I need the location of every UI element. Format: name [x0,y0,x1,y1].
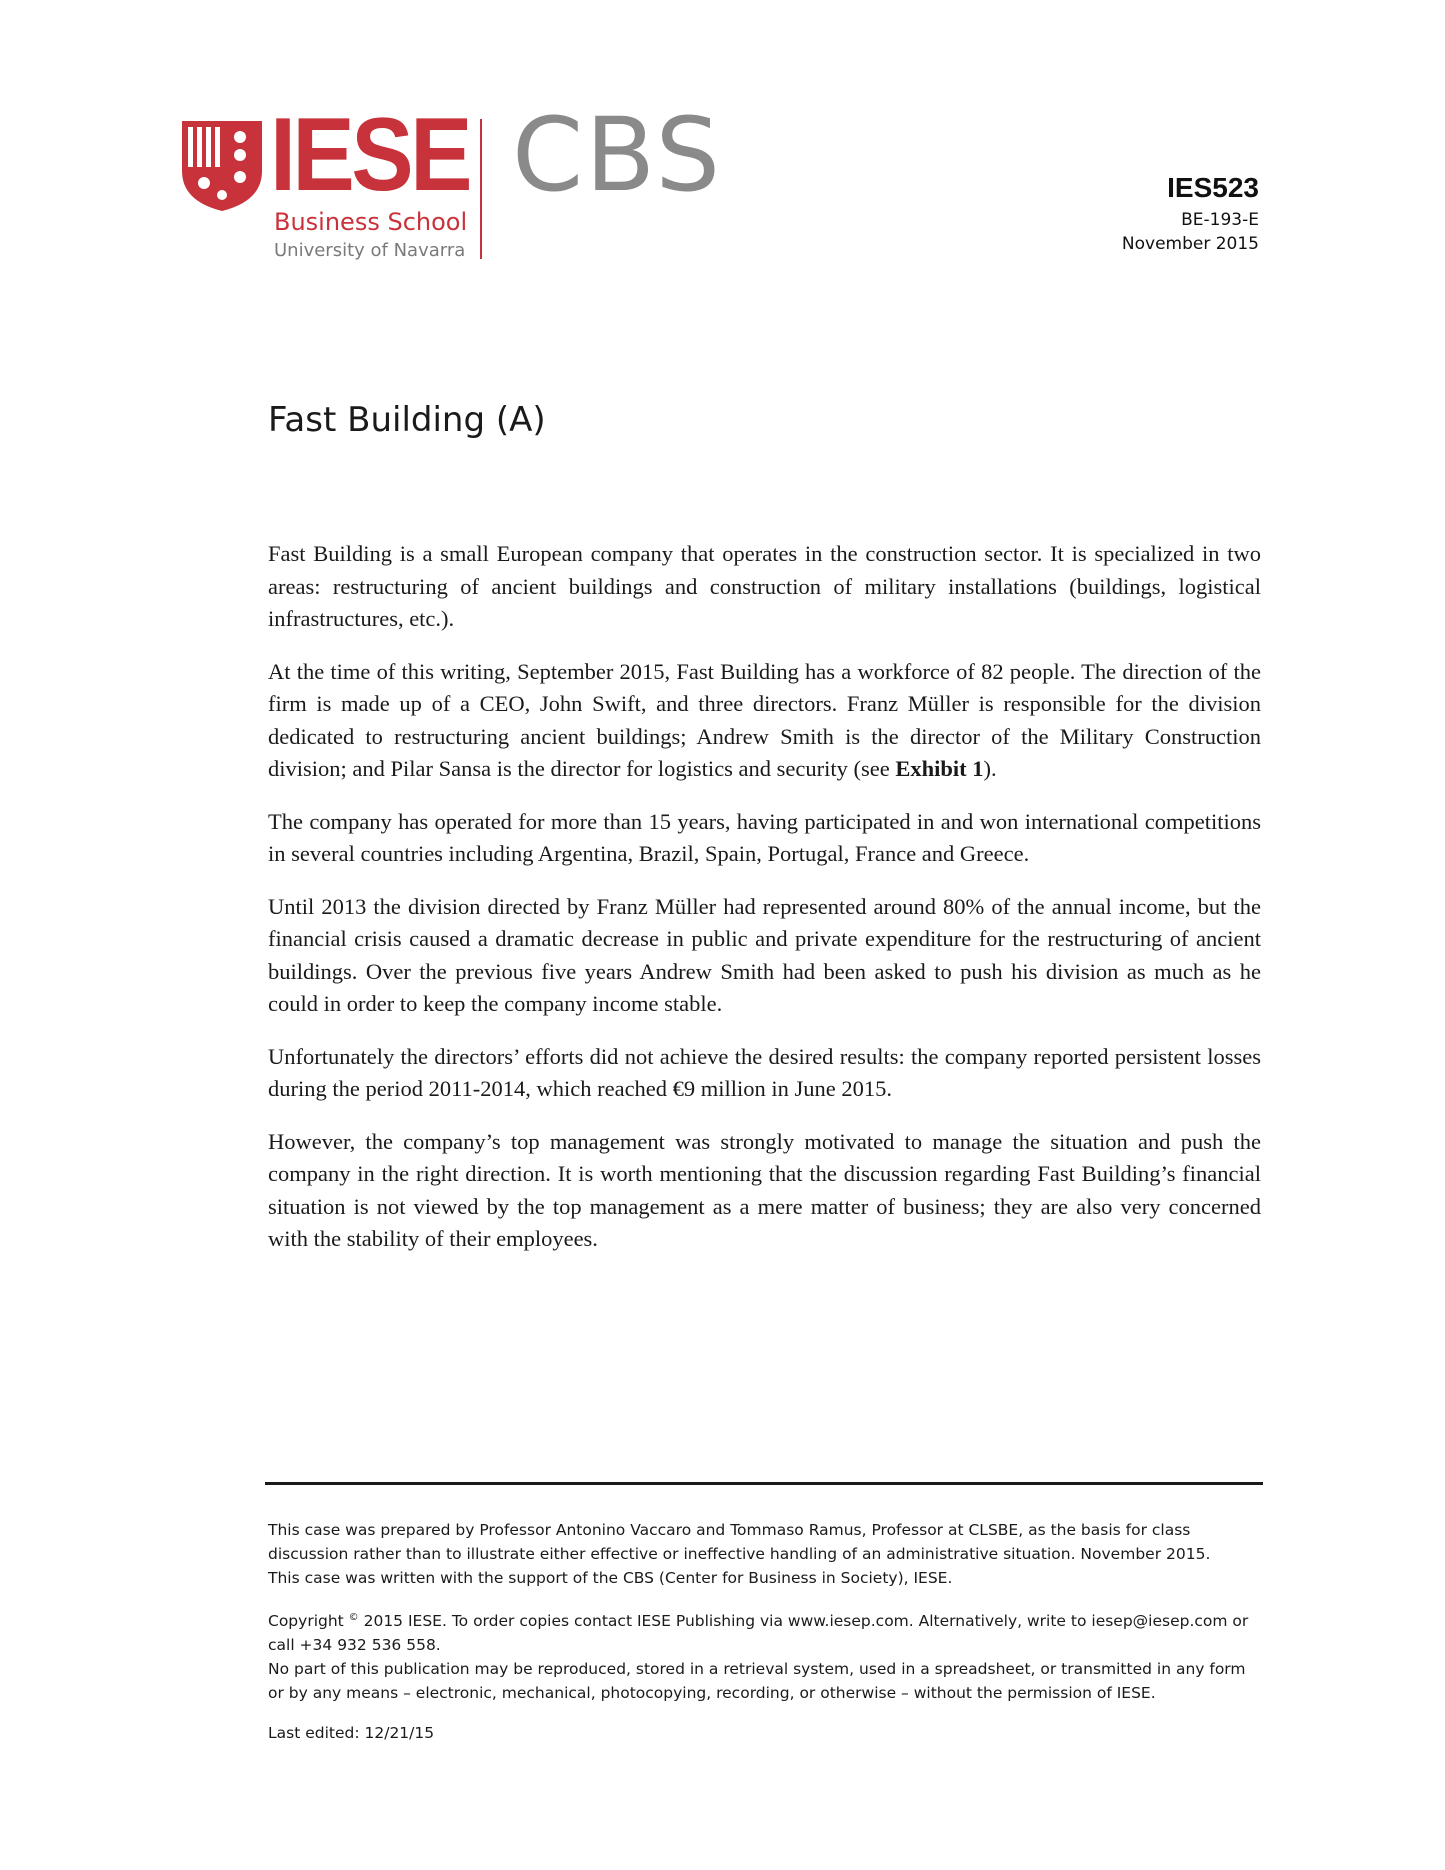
document-reference: BE-193-E [1181,210,1259,230]
paragraph-2-end: ). [983,756,997,781]
iese-shield-icon [182,121,262,211]
footer-divider [265,1482,1263,1485]
logo-iese-text: IESE [270,97,469,213]
exhibit-reference: Exhibit 1 [895,756,984,781]
paragraph-2 [268,656,1261,786]
copyright-label: Copyright [268,1612,349,1631]
paragraph-3: The company has operated for more than 15 years, having participated in and won international competitions in several countries including Argentina, Brazil, Spain, Portugal, France and Greece. [268,808,1261,866]
copyright-text: 2015 IESE. To order copies contact IESE Publishing via www.iesep.com. Alternatively, write to iesep@iesep.com or call +34 932 536 558. [268,1612,1249,1655]
paragraph-1: Fast Building is a small European company that operates in the construction sector. It is specialized in two areas: restructuring of ancient buildings and construction of military installations (buildings, logistical infrastructures, etc.). [268,541,1261,631]
iese-cbs-logo [182,96,723,267]
document-code: IES523 [1167,172,1259,203]
copyright-symbol: © [348,1612,359,1623]
page-title: Fast Building (A) [268,400,546,440]
paragraph-5: Unfortunately the directors’ efforts did not achieve the desired results: the company reported persistent losses during the period 2011-2014, which reached €9 million in June 2015. [268,1043,1261,1101]
paragraph-2-text: At the time of this writing, September 2015, Fast Building has a workforce of 82 people. The direction of the firm is made up of a CEO, John Swift, and three directors. Franz Müller is responsible for the division dedicated to restructuring ancient buildings; Andrew Smith is the director of the Military Construction division; and Pilar Sansa is the director for logistics and security (see [268,658,1261,781]
footer-notes [268,1518,1261,1745]
paragraph-6: However, the company’s top management was strongly motivated to manage the situation and push the company in the right direction. It is worth mentioning that the discussion regarding Fast Building’s financial situation is not viewed by the top management as a mere matter of business; they are also very concerned with the stability of their employees. [268,1128,1261,1251]
paragraph-4: Until 2013 the division directed by Franz Müller had represented around 80% of the annual income, but the financial crisis caused a dramatic decrease in public and private expenditure for the restructuring of ancient buildings. Over the previous five years Andrew Smith had been asked to push his division as much as he could in order to keep the company income stable. [268,893,1261,1016]
logo-cbs-text: CBS [512,96,723,215]
footer-last-edited: Last edited: 12/21/15 [268,1724,435,1743]
logo-divider [480,119,482,259]
footer-preparation: This case was prepared by Professor Antonino Vaccaro and Tommaso Ramus, Professor at CLSBE, as the basis for class discussion rather than to illustrate either effective or ineffective handling of an administrative situation. November 2015. [268,1521,1211,1563]
logo-business-school: Business School [274,208,468,236]
document-date: November 2015 [1121,234,1259,254]
footer-support: This case was written with the support of the CBS (Center for Business in Society), IESE. [268,1569,953,1587]
footer-rights: No part of this publication may be reproduced, stored in a retrieval system, used in a spreadsheet, or transmitted in any form or by any means – electronic, mechanical, photocopying, recording, or otherwise – without the permission of IESE. [268,1660,1246,1703]
logo-university: University of Navarra [274,240,466,261]
footer-copyright [268,1606,1261,1657]
case-body [268,538,1261,1276]
